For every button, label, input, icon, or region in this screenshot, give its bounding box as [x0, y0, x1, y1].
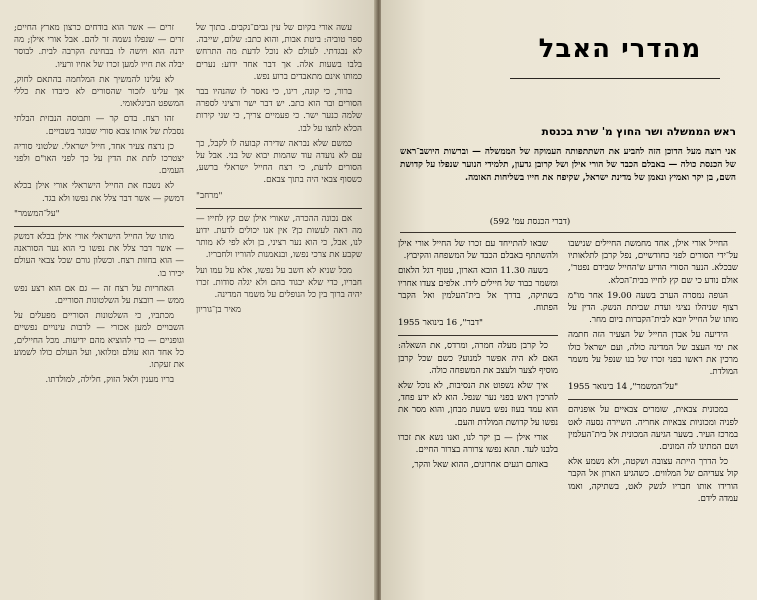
divider	[196, 208, 362, 209]
left-page-left-column	[14, 22, 184, 592]
divider	[398, 335, 558, 336]
paragraph: אם נכונה ההכרה, שאורי אילן שם קץ לחייו — מה ראה לעשות כן? אין אנו יכולים לדעת. ידוע לנו, אבל, כי הוא נער רציני, בן ולא לפי לא מותר שקבע את צרכי נפשו, ובנאמנות להוריו ולחבריו.	[196, 213, 362, 261]
paragraph: הידיעה על אבדן החייל של הצעיר הזה חתמה את ימי העצב של המדינה כולה, ועם ישראל כולו מרכין את ראשו בפני זכרו של בנו שנפל על משמר המולדת.	[568, 330, 738, 378]
lead-paragraph: אני רוצה מעל הדוכן הזה להביע את השתתפותה העמוקה של הממשלה — וברשות היושב־ראש של הכנסת כולה — באבלם הכבד של הורי אילן ושל קרובן גדעון, תלמידי הנוער שנפלו על קדושת השם, בן יקר ואמיץ ונאמן של מדינת ישראל, שקיפח את חייו בשליחות האומה.	[400, 147, 736, 183]
page-title: מהדרי האבל	[538, 34, 702, 64]
source-citation: "על־המשמר", 14 בינואר 1955	[568, 382, 679, 393]
paragraph: ברור, כי קונה, ריגו, כי נאסר לו שהנהיו בבר הסורים ובר הוא כתב. יש דבר ישר ורציני לספרה שלמה כנער ישר. כי פעמיים צריך, כי שני קירות הכלא לחצו על לבו.	[196, 87, 362, 134]
paragraph: מכתביו, כי השלטונות הסוריים מפעלים על השבויים למען אכזרי — לרבות עינויים נפשיים וגופניים — כדי להוציא מהם ידיעות. מכל החיילים, כל אחד הוא עולם ומלואו, ועל העולם כולו לשמוע את זעקתו.	[14, 311, 184, 371]
paragraph: מכל שניא לא חשב על נפשו, אלא על עמו ועל חבריו, כדי שלא יבגוד בהם ולא יגלה סודות. זכרו יהיה ברוך בין כל הנופלים על משמר המדינה.	[196, 265, 362, 301]
paragraph: זרים — אשר הוא בודחים כרצון מארץ החיים; זרים — שנפלו נשמה זר להם. אבל אורי אילן; מה ידנה הוא ויושה לו בבחינת הקרבה לבית. לבוסר יבלה את חייו למען זכרו של אחיו ורעיו.	[14, 23, 184, 70]
paragraph: בריו מענין ולאל הזוק, חלילה, למולדתו.	[45, 375, 174, 386]
right-page-left-column	[398, 238, 558, 594]
divider	[14, 226, 184, 227]
divider	[400, 232, 736, 233]
title-underline	[510, 78, 720, 79]
paragraph: כל הדרך הייתה עצובה ושקטה, ולא נשמע אלא קול צעדיהם של המלווים. כשהגיע הארון אל הקבר הורידו אותו חבריו לנשק לאט, בשתיקה, ואמו עמדה לידם.	[568, 457, 738, 504]
paragraph: האחריות על רצח זה — גם אם הוא רצע נפש ממש — רובצת על השלטונות הסוריים.	[14, 283, 184, 307]
paragraph: כמשם שלא נבראה שדירה קבועה לו לקבל, כך עם לא נועדה עוד שהמות יבוא של בני. אבל על הסורים לדעת, כי רצח החייל ישראלי ברשע, כשסוף צבאי היה בתוך צבאם.	[196, 138, 362, 186]
source-citation: "על־המשמר"	[14, 208, 60, 219]
author-signature: מאיר בן־גוריון	[196, 305, 241, 316]
paragraph: לא עלינו להמשיך את המלחמה בהתאם לחוק, אך עלינו לזכור שהסורים לא כיבדו את כללי המשפט הבינלאומי.	[14, 74, 184, 110]
paragraph: זהו רצח. בדם קר — ותבוסה הנבזית הבלתי נסבלת של אותו צבא סורי שבוגר בשבויים.	[14, 114, 184, 137]
paragraph: אורי אילן — בן יקר לנו, ואנו נשא את זכרו בלבנו לעד. תהא נפשו צרורה בצרור החיים.	[398, 432, 558, 456]
paragraph: שבאו להתייחד עם זכרו של החייל אורי אילן ולהשתתף באבלם הכבד של המשפחה והקיבוץ.	[398, 239, 558, 262]
article-headline: ראש הממשלה ושר החוץ מ' שרת בכנסת	[541, 126, 736, 138]
left-page-right-column	[196, 22, 362, 592]
paragraph: לא נשכח את החייל הישראלי אורי אילן בכלא דמשק — אשר דבר צלל את נפשו ולא בגד.	[14, 181, 184, 204]
paragraph: מותו של החייל הישראלי אורי אילן בכלא דמשק — אשר דבר צלל את נפשו כי הוא נער הסוראנה — הוא בחזות רצח. וכשלון גורם שכל צבאי העולם יכירו בו.	[14, 232, 184, 279]
source-citation: "דבר", 16 בינואר 1955	[398, 318, 483, 329]
paragraph: כן נרצח צעיר אחד, חייל ישראלי. שלטוני סוריה יצטרכו לתת את הדין על כך לפני האו"ם ולפני העמים.	[14, 141, 184, 177]
paragraph: הגופה נמסרה הערב בשעה 19.00 אחר מו"מ רצוף שניהלו נציגי ועדת שביתת הנשק. הדין על מותו של החייל יובא לבית־הקברות ביום מחר.	[568, 290, 738, 326]
source-citation: "מרחב"	[196, 190, 223, 201]
paragraph: בשעה 11.30 הובא הארון, עטוף דגל הלאום ומשמר כבוד של חיילים לידו. אלפים צעדו אחריו בשתיקה, בדרך אל בית־העלמין ואל הקבר הפתוח.	[398, 266, 558, 314]
left-page	[0, 0, 376, 600]
right-page-right-column	[568, 238, 738, 594]
paragraph: כל קרבן מעלה חמרה, ומרדס, את השאלה: האם לא היה אפשר למנוע? כשם שכל קרבן מוסיף לצער ולעצב את המשפחה כולה.	[398, 341, 558, 376]
source-citation: (דברי הכנסת עמ' 592)	[489, 217, 571, 227]
divider	[568, 399, 738, 400]
paragraph: במכונית צבאית, שומרים צבאיים על אופניהם לפניה ומכוניות צבאיות אחריה. השיירה נסעה לאט במרכז העיר. בשער הגיעה המכונית אל בית־העלמין ושם המתינו לה המונים.	[568, 405, 738, 453]
paragraph: עשה אורי בקיום של עין גבים־נקבים. בתוך של ספר טוביה: ביטת אבות, והוא כתב: שלום, שייבה. לא נבגדתי. לעולם לא נוכל לדעת מה התרחש בלבו בשעות אלה. אך דבר אחד ידוע: נערים כמותו אינם מתאבדים ברוע נפש.	[196, 23, 362, 82]
paragraph: באותם רגעים אחרונים, ההוא שאל והקר,	[411, 460, 548, 471]
paragraph: החייל אורי אילן, אחד מחמשת החיילים שנישבו על־ידי הסורים לפני כחודשיים, נפל קרבן לתלאותיו שבכלא. הנער הסורי הודיע ש'החייל שבידם נפטר', אולם נודע כי שם קץ לחייו בבית־הכלא.	[568, 239, 738, 286]
paragraph: איך שלא נשפוט את הנסיבות, לא נוכל שלא להרכין ראש בפני נער שנפל. הוא לא ידע פחד, הוא עמד בעוז נפש בשעת מבחן, והוא מסר את נפשו על קדושת המולדת והעם.	[398, 381, 558, 428]
